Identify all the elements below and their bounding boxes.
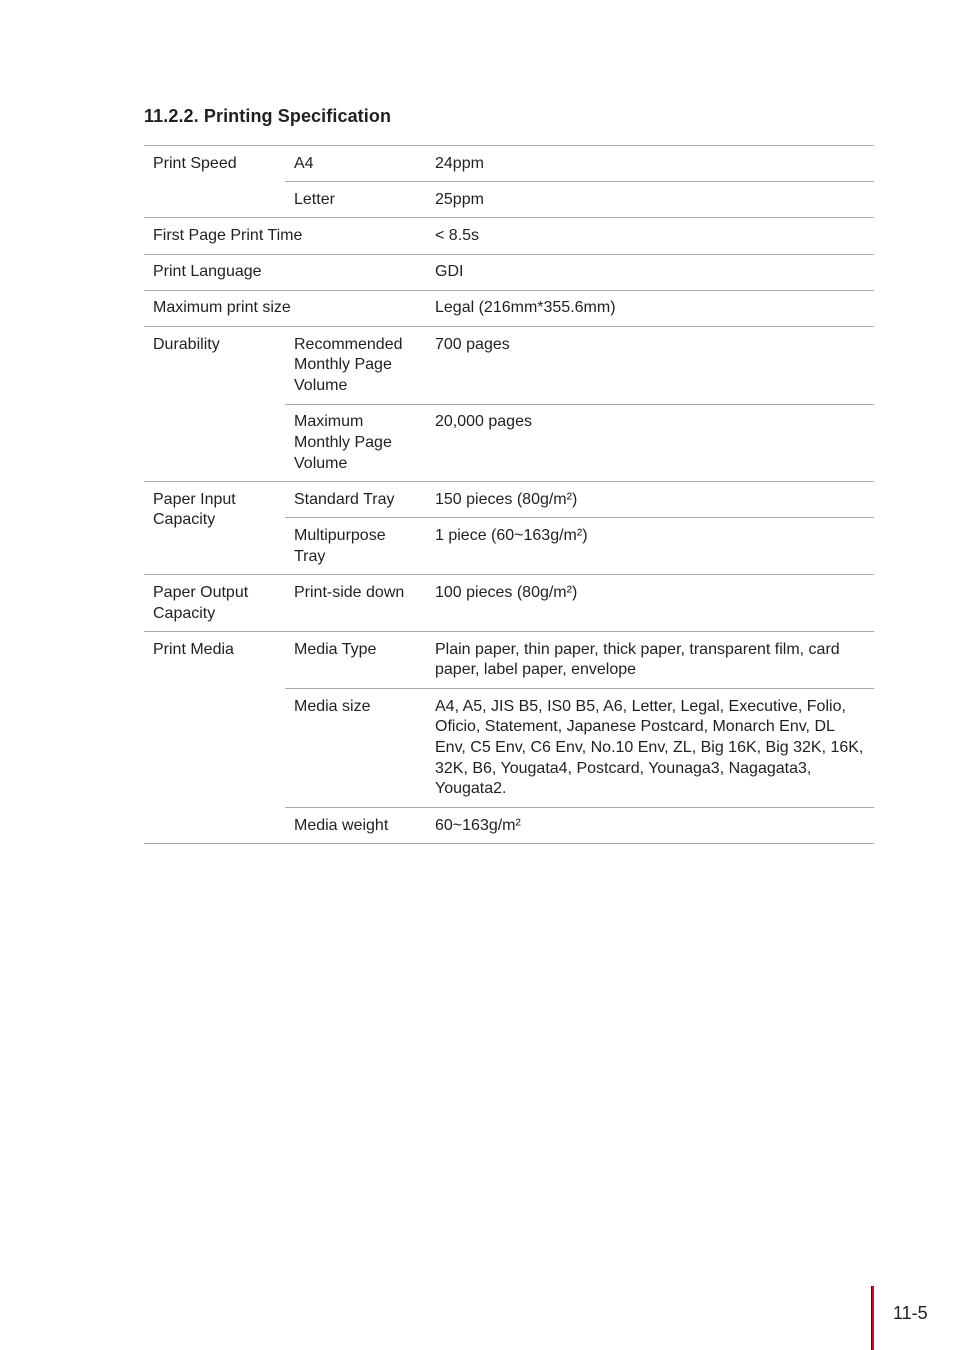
letter-label: Letter: [285, 182, 426, 218]
footer-divider: [871, 1286, 874, 1350]
section-heading: 11.2.2. Printing Specification: [144, 106, 392, 126]
table-row: [144, 146, 874, 182]
maximum-volume-label: Maximum Monthly Page Volume: [285, 404, 426, 482]
table-row: [144, 327, 874, 405]
durability-label: Durability: [144, 327, 285, 482]
media-size-value: A4, A5, JIS B5, IS0 B5, A6, Letter, Legal, Executive, Folio, Oficio, Statement, Japanese Postcard, Monarch Env, DL Env, C5 Env, C6 Env, No.10 Env, ZL, Big 16K, Big 32K, 16K, 32K, B6, Yougata4, Postcard, Younaga3, Nagagata3, Yougata2.: [426, 689, 874, 808]
a4-value: 24ppm: [426, 146, 874, 182]
max-size-value: Legal (216mm*355.6mm): [426, 290, 874, 326]
multipurpose-tray-value: 1 piece (60~163g/m²): [426, 518, 874, 575]
recommended-volume-value: 700 pages: [426, 327, 874, 405]
media-weight-label: Media weight: [285, 808, 426, 844]
standard-tray-value: 150 pieces (80g/m²): [426, 482, 874, 518]
letter-value: 25ppm: [426, 182, 874, 218]
maximum-volume-value: 20,000 pages: [426, 404, 874, 482]
output-capacity-label: Paper Output Capacity: [144, 575, 285, 632]
media-type-value: Plain paper, thin paper, thick paper, transparent film, card paper, label paper, envelope: [426, 632, 874, 689]
print-side-down-label: Print-side down: [285, 575, 426, 632]
table-row: [144, 290, 874, 326]
recommended-volume-label: Recommended Monthly Page Volume: [285, 327, 426, 405]
a4-label: A4: [285, 146, 426, 182]
first-page-value: < 8.5s: [426, 218, 874, 254]
max-size-label: Maximum print size: [144, 290, 426, 326]
page-number: 11-5: [893, 1303, 928, 1323]
table-row: [144, 632, 874, 689]
printing-spec-table: [144, 145, 874, 844]
print-speed-label: Print Speed: [144, 146, 285, 218]
table-row: [144, 254, 874, 290]
language-value: GDI: [426, 254, 874, 290]
table-row: [144, 482, 874, 518]
multipurpose-tray-label: Multipurpose Tray: [285, 518, 426, 575]
input-capacity-label: Paper Input Capacity: [144, 482, 285, 575]
table-row: [144, 575, 874, 632]
media-type-label: Media Type: [285, 632, 426, 689]
print-media-label: Print Media: [144, 632, 285, 844]
language-label: Print Language: [144, 254, 426, 290]
media-weight-value: 60~163g/m²: [426, 808, 874, 844]
standard-tray-label: Standard Tray: [285, 482, 426, 518]
output-capacity-value: 100 pieces (80g/m²): [426, 575, 874, 632]
table-row: [144, 218, 874, 254]
media-size-label: Media size: [285, 689, 426, 808]
first-page-label: First Page Print Time: [144, 218, 426, 254]
